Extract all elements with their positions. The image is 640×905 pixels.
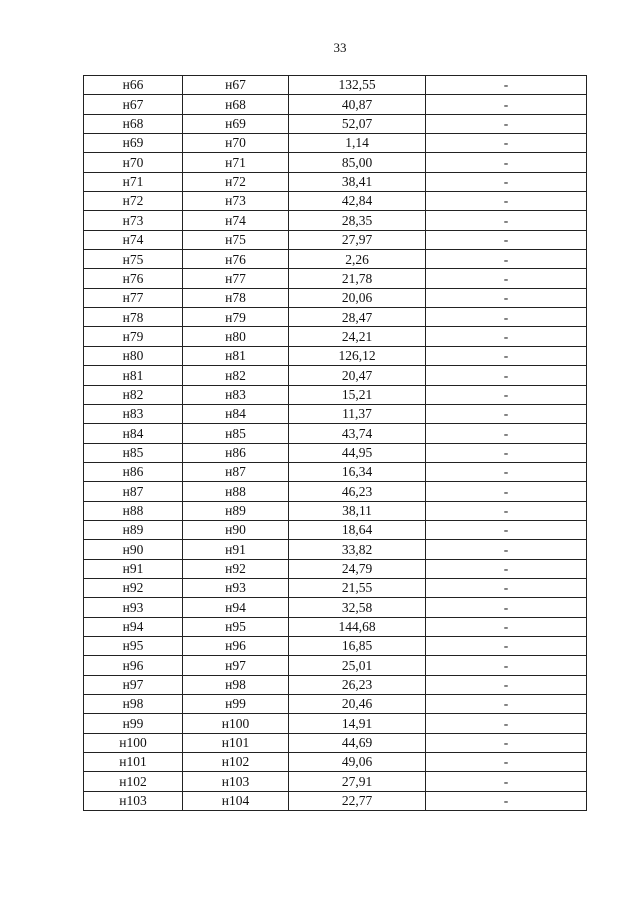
table-row [84,269,587,288]
point-from-cell: н95 [84,636,183,655]
point-from-cell: н71 [84,172,183,191]
point-to-cell: н104 [183,791,289,810]
point-from-cell: н93 [84,598,183,617]
length-cell: 25,01 [289,656,426,675]
table-row [84,288,587,307]
length-cell: 24,21 [289,327,426,346]
note-cell: - [426,714,587,733]
point-from-cell: н98 [84,695,183,714]
table-row [84,346,587,365]
table-row [84,540,587,559]
note-cell: - [426,656,587,675]
point-from-cell: н86 [84,462,183,481]
note-cell: - [426,76,587,95]
length-cell: 28,47 [289,308,426,327]
note-cell: - [426,791,587,810]
length-cell: 44,95 [289,443,426,462]
point-to-cell: н82 [183,366,289,385]
point-to-cell: н91 [183,540,289,559]
point-from-cell: н94 [84,617,183,636]
point-to-cell: н99 [183,695,289,714]
length-cell: 38,11 [289,501,426,520]
point-from-cell: н72 [84,192,183,211]
length-cell: 21,55 [289,578,426,597]
length-cell: 1,14 [289,134,426,153]
note-cell: - [426,443,587,462]
table-row [84,366,587,385]
point-to-cell: н88 [183,482,289,501]
note-cell: - [426,636,587,655]
point-to-cell: н94 [183,598,289,617]
length-cell: 85,00 [289,153,426,172]
note-cell: - [426,578,587,597]
table-row [84,598,587,617]
note-cell: - [426,346,587,365]
note-cell: - [426,288,587,307]
length-cell: 16,85 [289,636,426,655]
length-cell: 11,37 [289,404,426,423]
length-cell: 14,91 [289,714,426,733]
length-cell: 43,74 [289,424,426,443]
point-from-cell: н96 [84,656,183,675]
point-from-cell: н99 [84,714,183,733]
note-cell: - [426,230,587,249]
note-cell: - [426,675,587,694]
point-to-cell: н80 [183,327,289,346]
point-from-cell: н89 [84,520,183,539]
length-cell: 22,77 [289,791,426,810]
point-from-cell: н84 [84,424,183,443]
table-row [84,192,587,211]
length-cell: 40,87 [289,95,426,114]
point-to-cell: н68 [183,95,289,114]
note-cell: - [426,308,587,327]
table-row [84,578,587,597]
length-cell: 27,97 [289,230,426,249]
note-cell: - [426,733,587,752]
point-to-cell: н69 [183,114,289,133]
point-from-cell: н78 [84,308,183,327]
note-cell: - [426,772,587,791]
note-cell: - [426,114,587,133]
point-from-cell: н70 [84,153,183,172]
table-row [84,424,587,443]
table-row [84,462,587,481]
point-from-cell: н87 [84,482,183,501]
length-cell: 32,58 [289,598,426,617]
point-from-cell: н88 [84,501,183,520]
table-row [84,250,587,269]
table-row [84,404,587,423]
note-cell: - [426,598,587,617]
point-to-cell: н92 [183,559,289,578]
point-to-cell: н87 [183,462,289,481]
note-cell: - [426,424,587,443]
note-cell: - [426,462,587,481]
table-row [84,76,587,95]
note-cell: - [426,404,587,423]
length-cell: 46,23 [289,482,426,501]
note-cell: - [426,385,587,404]
point-from-cell: н101 [84,753,183,772]
point-from-cell: н79 [84,327,183,346]
note-cell: - [426,211,587,230]
point-to-cell: н97 [183,656,289,675]
length-cell: 21,78 [289,269,426,288]
length-cell: 27,91 [289,772,426,791]
point-from-cell: н100 [84,733,183,752]
point-to-cell: н72 [183,172,289,191]
point-from-cell: н80 [84,346,183,365]
length-cell: 144,68 [289,617,426,636]
point-from-cell: н66 [84,76,183,95]
point-to-cell: н93 [183,578,289,597]
note-cell: - [426,540,587,559]
point-from-cell: н74 [84,230,183,249]
length-cell: 49,06 [289,753,426,772]
point-to-cell: н101 [183,733,289,752]
point-from-cell: н102 [84,772,183,791]
point-from-cell: н67 [84,95,183,114]
table-row [84,153,587,172]
table-row [84,559,587,578]
table-row [84,230,587,249]
point-to-cell: н73 [183,192,289,211]
point-to-cell: н103 [183,772,289,791]
note-cell: - [426,134,587,153]
table-row [84,482,587,501]
point-from-cell: н77 [84,288,183,307]
point-to-cell: н98 [183,675,289,694]
note-cell: - [426,172,587,191]
length-cell: 132,55 [289,76,426,95]
point-from-cell: н73 [84,211,183,230]
point-to-cell: н70 [183,134,289,153]
table-row [84,327,587,346]
point-from-cell: н92 [84,578,183,597]
point-to-cell: н81 [183,346,289,365]
point-to-cell: н84 [183,404,289,423]
point-to-cell: н86 [183,443,289,462]
length-cell: 44,69 [289,733,426,752]
point-from-cell: н68 [84,114,183,133]
point-to-cell: н77 [183,269,289,288]
length-cell: 16,34 [289,462,426,481]
length-cell: 126,12 [289,346,426,365]
table-row [84,695,587,714]
point-from-cell: н97 [84,675,183,694]
table-row [84,753,587,772]
length-cell: 38,41 [289,172,426,191]
note-cell: - [426,695,587,714]
note-cell: - [426,366,587,385]
length-cell: 20,46 [289,695,426,714]
point-from-cell: н83 [84,404,183,423]
table-row [84,172,587,191]
boundary-points-table [83,75,587,811]
point-to-cell: н100 [183,714,289,733]
note-cell: - [426,327,587,346]
length-cell: 15,21 [289,385,426,404]
note-cell: - [426,753,587,772]
length-cell: 20,06 [289,288,426,307]
table-row [84,791,587,810]
table-row [84,385,587,404]
length-cell: 18,64 [289,520,426,539]
table-row [84,134,587,153]
point-to-cell: н71 [183,153,289,172]
table-row [84,733,587,752]
note-cell: - [426,520,587,539]
table-row [84,656,587,675]
point-to-cell: н75 [183,230,289,249]
table-body [84,76,587,811]
table-row [84,520,587,539]
note-cell: - [426,269,587,288]
point-to-cell: н74 [183,211,289,230]
point-to-cell: н79 [183,308,289,327]
point-from-cell: н69 [84,134,183,153]
point-from-cell: н82 [84,385,183,404]
table-row [84,308,587,327]
point-to-cell: н102 [183,753,289,772]
note-cell: - [426,250,587,269]
note-cell: - [426,501,587,520]
table-row [84,211,587,230]
table-row [84,95,587,114]
note-cell: - [426,617,587,636]
point-to-cell: н85 [183,424,289,443]
table-row [84,114,587,133]
point-to-cell: н89 [183,501,289,520]
point-from-cell: н81 [84,366,183,385]
note-cell: - [426,95,587,114]
table-row [84,636,587,655]
length-cell: 33,82 [289,540,426,559]
point-to-cell: н95 [183,617,289,636]
length-cell: 2,26 [289,250,426,269]
length-cell: 24,79 [289,559,426,578]
length-cell: 20,47 [289,366,426,385]
page-number: 33 [333,40,347,55]
note-cell: - [426,559,587,578]
length-cell: 28,35 [289,211,426,230]
table-row [84,501,587,520]
length-cell: 52,07 [289,114,426,133]
note-cell: - [426,192,587,211]
point-from-cell: н90 [84,540,183,559]
note-cell: - [426,153,587,172]
point-to-cell: н67 [183,76,289,95]
note-cell: - [426,482,587,501]
table-row [84,443,587,462]
length-cell: 26,23 [289,675,426,694]
point-from-cell: н91 [84,559,183,578]
point-to-cell: н90 [183,520,289,539]
length-cell: 42,84 [289,192,426,211]
point-to-cell: н96 [183,636,289,655]
point-from-cell: н76 [84,269,183,288]
point-to-cell: н76 [183,250,289,269]
table-row [84,675,587,694]
point-to-cell: н78 [183,288,289,307]
point-to-cell: н83 [183,385,289,404]
table-row [84,714,587,733]
table-row [84,617,587,636]
point-from-cell: н85 [84,443,183,462]
point-from-cell: н103 [84,791,183,810]
point-from-cell: н75 [84,250,183,269]
table-row [84,772,587,791]
